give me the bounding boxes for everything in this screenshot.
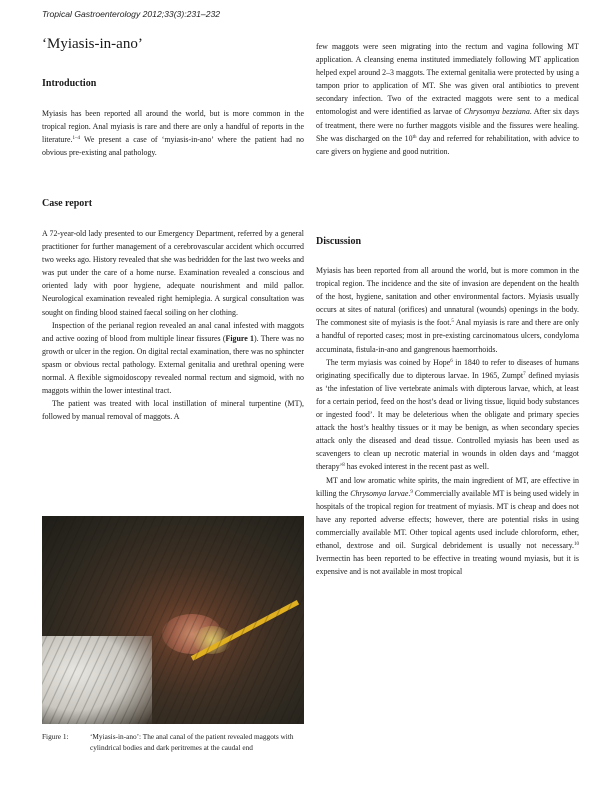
- case-report-paragraph-3: The patient was treated with local instillation of mineral turpentine (MT), followed by manual removal of maggots. A: [42, 399, 304, 422]
- figure-label: Figure 1:: [42, 732, 69, 741]
- article-title: ‘Myiasis-in-ano’: [42, 36, 143, 52]
- discussion-paragraph-2: The term myiasis was coined by Hope$^6$ in 1840 to refer to diseases of humans originating specifically due to dipterous larvae. In 1965, Zumpt$^7$ defined myiasis as ‘the infestation of live vertebrate animals with dipterous larvae, which, at least for a certain period, feed on the host’s dead or living tissue, liquid body substances or ingested food’. It may be deleterious when the obligate and primary species attack the host’s healthy tissues or it may be benign, as when secondary species attack only the diseased and dead tissue. Controlled myiasis has been used as scavengers to clean up necrotic material in wounds in olden days and ‘maggot therapy’$^8$ has evoked interest in the recent past as well.: [316, 357, 579, 472]
- introduction-heading: Introduction: [42, 78, 97, 89]
- case-report-body: [42, 227, 304, 423]
- discussion-paragraph-1: Myiasis has been reported from all around the world, but is more common in the tropical region. The incidence and the site of invasion are dependent on the health of the host, hygiene, sanitation and other environmental factors. Myiasis usually occurs at sites of natural (orifices) and unnatural (wounds) openings in the body. The commonest site of myiasis is the foot.$^5$ Anal myiasis is rare and there are only a handful of reported cases; most in pre-existing carcinomatous ulcers, condyloma accuminata, fistula-in-ano and gangrenous haemorrhoids.: [316, 266, 580, 354]
- case-report-heading: Case report: [42, 198, 93, 209]
- discussion-body: [316, 264, 579, 578]
- photo-texture: [42, 516, 304, 724]
- figure-1-caption: [42, 732, 304, 753]
- case-report-continuation: [316, 40, 579, 158]
- case-report-paragraph-3-continued: few maggots were seen migrating into the rectum and vagina following MT application. A cleansing enema instituted immediately following MT application helped expel around 2–3 maggots. The external genitalia were protected by using a tampon prior to application of MT. She was given oral antibiotics to prevent secondary infection. Two of the extracted maggots were sent to a medical entomologist and were identified as larvae of Chrysomya bezziana. After six days of treatment, there were no further maggots visible and the fissures were healing. She was discharged on the 10th day and referred for rehabilitation, with advice to care givers on hygiene and good nutrition.: [316, 42, 579, 156]
- figure-1-clinical-photo: [42, 516, 304, 724]
- figure-caption-text: ‘Myiasis-in-ano’: The anal canal of the patient revealed maggots with cylindrical bodies and dark peritremes at the caudal end: [90, 732, 294, 752]
- introduction-paragraph: Myiasis has been reported all around the world, but is more common in the tropical region. Anal myiasis is rare and there are only a handful of reports in the literature.$^{1-4}$ We present a case of ‘myiasis-in-ano’ where the patient had no obvious pre-existing anal pathology.: [42, 109, 304, 158]
- discussion-heading: Discussion: [316, 236, 362, 247]
- discussion-paragraph-3: MT and low aromatic white spirits, the main ingredient of MT, are effective in killing the Chrysomya larvae.$^9$ Commercially available MT is being used widely in hospitals of the tropical region for treatment of myiasis. MT is cheap and does not have any reported adverse effects; however, there are potential risks in using commercially available MT. Other topical agents used include chloroform, ether, ethanol, dextrose and oil. Surgical debridement is usually not necessary.$^{10}$ Ivermectin has been reported to be effective in treating wound myiasis, but it is expensive and is not available in most tropical: [316, 475, 579, 577]
- case-report-paragraph-2: Inspection of the perianal region revealed an anal canal infested with maggots and active oozing of blood from multiple linear fissures (Figure 1). There was no growth or ulcer in the region. On digital rectal examination, there was no sphincter spasm or obvious rectal pathology. External genitalia and urethral opening were normal. A flexible sigmoidoscopy revealed normal rectum and sigmoid, with no maggots within the lower intestinal tract.: [42, 320, 304, 396]
- running-head: Tropical Gastroenterology 2012;33(3):231–232: [42, 9, 221, 19]
- introduction-body: [42, 107, 304, 159]
- case-report-paragraph-1: A 72-year-old lady presented to our Emergency Department, referred by a general practitioner for further management of a cerebrovascular accident which occurred two weeks ago. History revealed that she was bedridden for the last two weeks and was put under the care of a home nurse. Examination revealed a conscious and oriented lady with poor hygiene, adequate nourishment and mild pallor. Neurological examination revealed right hemiplegia. A surgical consultation was sought on finding blood stained faecal soiling on her clothing.: [42, 229, 304, 317]
